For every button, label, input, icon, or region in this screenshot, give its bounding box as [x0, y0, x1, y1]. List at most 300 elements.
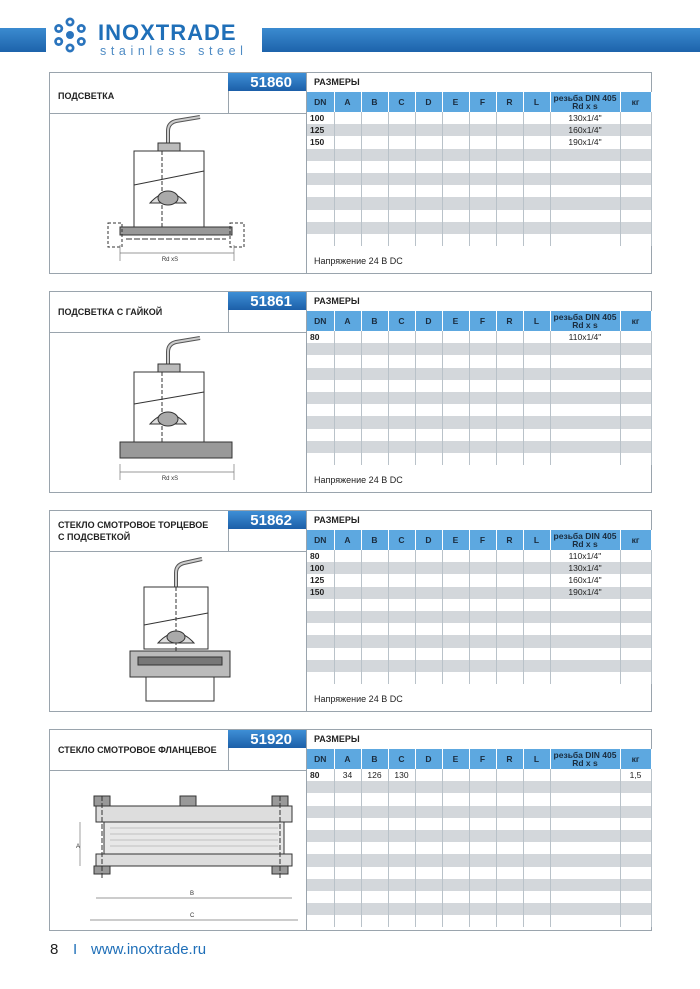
table-cell: [334, 149, 361, 161]
table-cell: [388, 818, 415, 830]
table-cell: [550, 806, 620, 818]
table-cell: [334, 331, 361, 343]
table-cell: [620, 806, 651, 818]
col-header: A: [334, 311, 361, 331]
table-cell: [307, 392, 334, 404]
table-cell: [620, 222, 651, 234]
thread-header: [550, 530, 620, 550]
table-cell: [469, 611, 496, 623]
table-cell: [550, 903, 620, 915]
table-cell: [523, 842, 550, 854]
table-cell: [550, 429, 620, 441]
table-cell: [334, 574, 361, 586]
snowflake-icon: [50, 15, 90, 55]
table-row: [307, 136, 651, 148]
table-cell: [496, 842, 523, 854]
col-header: A: [334, 92, 361, 112]
col-header: R: [496, 749, 523, 769]
table-cell: [415, 660, 442, 672]
table-row-empty: [307, 392, 651, 404]
table-cell: [442, 842, 469, 854]
product-title-line2: С ПОДСВЕТКОЙ: [58, 532, 131, 542]
table-cell: [523, 222, 550, 234]
table-cell: [620, 380, 651, 392]
table-cell: [361, 197, 388, 209]
table-cell: [523, 210, 550, 222]
table-cell: [523, 635, 550, 647]
table-cell: [442, 599, 469, 611]
technical-drawing: [50, 113, 307, 273]
col-header: L: [523, 92, 550, 112]
table-cell: [550, 879, 620, 891]
table-cell: [334, 173, 361, 185]
dimension-c-label: C: [190, 913, 195, 919]
table-cell: [620, 343, 651, 355]
col-header: DN: [307, 311, 334, 331]
table-cell: [415, 818, 442, 830]
table-cell: 150: [307, 136, 334, 148]
table-cell: [550, 818, 620, 830]
table-cell: [334, 842, 361, 854]
table-cell: [620, 793, 651, 805]
table-cell: 150: [307, 587, 334, 599]
table-row-empty: [307, 404, 651, 416]
table-cell: [469, 161, 496, 173]
table-cell: [334, 672, 361, 684]
table-cell: 110x1/4": [550, 550, 620, 562]
table-cell: [415, 793, 442, 805]
col-header: R: [496, 92, 523, 112]
table-row-empty: [307, 222, 651, 234]
table-cell: [415, 222, 442, 234]
table-cell: [388, 392, 415, 404]
table-cell: [361, 587, 388, 599]
table-cell: [307, 343, 334, 355]
table-cell: [334, 112, 361, 124]
product-code-cell: [228, 511, 307, 552]
table-cell: [620, 173, 651, 185]
table-cell: [388, 368, 415, 380]
table-cell: [469, 574, 496, 586]
table-cell: [469, 404, 496, 416]
table-cell: [523, 769, 550, 781]
table-cell: [469, 331, 496, 343]
table-cell: [388, 136, 415, 148]
table-cell: [550, 623, 620, 635]
thread-header: [550, 311, 620, 331]
table-cell: [361, 830, 388, 842]
table-cell: [442, 355, 469, 367]
table-row-empty: [307, 185, 651, 197]
table-cell: [496, 672, 523, 684]
table-cell: [442, 781, 469, 793]
table-cell: [415, 672, 442, 684]
table-cell: [334, 623, 361, 635]
table-cell: [469, 562, 496, 574]
table-row-empty: [307, 161, 651, 173]
table-cell: [388, 210, 415, 222]
table-cell: [388, 197, 415, 209]
table-cell: [523, 197, 550, 209]
col-header: C: [388, 92, 415, 112]
table-row-empty: [307, 441, 651, 453]
table-cell: [620, 392, 651, 404]
table-cell: [388, 672, 415, 684]
table-cell: [334, 234, 361, 246]
table-cell: [620, 830, 651, 842]
table-row-empty: [307, 635, 651, 647]
table-cell: [550, 915, 620, 927]
table-cell: [415, 806, 442, 818]
table-cell: [334, 781, 361, 793]
table-cell: [550, 842, 620, 854]
table-cell: [550, 149, 620, 161]
product-title: СТЕКЛО СМОТРОВОЕ ФЛАНЦЕВОЕ: [58, 745, 217, 755]
table-cell: 130x1/4": [550, 562, 620, 574]
table-cell: [334, 648, 361, 660]
table-cell: 125: [307, 574, 334, 586]
table-cell: [469, 429, 496, 441]
table-cell: [415, 355, 442, 367]
table-cell: 110x1/4": [550, 331, 620, 343]
table-cell: [469, 915, 496, 927]
table-cell: [388, 611, 415, 623]
table-cell: [415, 550, 442, 562]
table-cell: [496, 392, 523, 404]
col-header: C: [388, 749, 415, 769]
table-cell: [469, 416, 496, 428]
thread-header-line1: резьба DIN 405: [553, 531, 617, 541]
table-cell: [523, 903, 550, 915]
sizes-label: РАЗМЕРЫ: [314, 296, 360, 306]
table-cell: [442, 234, 469, 246]
table-cell: [620, 903, 651, 915]
product-block-51861: [49, 291, 652, 493]
table-cell: [523, 550, 550, 562]
table-cell: [307, 818, 334, 830]
table-cell: [523, 648, 550, 660]
table-cell: [620, 161, 651, 173]
table-cell: [415, 173, 442, 185]
table-cell: [415, 830, 442, 842]
table-cell: [469, 234, 496, 246]
table-cell: 130x1/4": [550, 112, 620, 124]
table-cell: [361, 380, 388, 392]
table-cell: [415, 331, 442, 343]
table-cell: [388, 404, 415, 416]
table-row-empty: [307, 915, 651, 927]
table-cell: [388, 830, 415, 842]
voltage-note: Напряжение 24 В DC: [314, 475, 403, 485]
table-cell: [523, 818, 550, 830]
col-header: F: [469, 749, 496, 769]
table-cell: [307, 793, 334, 805]
table-cell: [307, 891, 334, 903]
table-cell: [388, 550, 415, 562]
table-cell: [523, 611, 550, 623]
table-cell: [334, 368, 361, 380]
table-cell: [334, 404, 361, 416]
table-cell: [334, 197, 361, 209]
table-cell: [415, 416, 442, 428]
table-cell: [388, 112, 415, 124]
table-cell: [442, 672, 469, 684]
table-cell: [334, 355, 361, 367]
table-cell: [523, 416, 550, 428]
table-header-row: [307, 530, 651, 550]
table-cell: [361, 429, 388, 441]
technical-drawing: [50, 551, 307, 711]
table-cell: [307, 210, 334, 222]
thread-header-line1: резьба DIN 405: [553, 312, 617, 322]
table-cell: [361, 854, 388, 866]
table-cell: [388, 441, 415, 453]
table-cell: [388, 648, 415, 660]
product-code: 51862: [228, 511, 306, 529]
table-header-row: [307, 92, 651, 112]
table-cell: [523, 441, 550, 453]
table-cell: [496, 599, 523, 611]
table-cell: [550, 161, 620, 173]
table-cell: [442, 441, 469, 453]
table-cell: [496, 441, 523, 453]
table-cell: [469, 185, 496, 197]
table-cell: [550, 891, 620, 903]
table-cell: [523, 915, 550, 927]
table-cell: [469, 136, 496, 148]
table-cell: [361, 635, 388, 647]
table-cell: [388, 793, 415, 805]
technical-drawing: [50, 332, 307, 492]
thread-header-line1: резьба DIN 405: [553, 93, 617, 103]
product-code: 51861: [228, 292, 306, 310]
page-number: 8: [50, 941, 59, 958]
logo[interactable]: [46, 10, 262, 58]
dimension-a-label: A: [76, 844, 81, 850]
table-cell: [361, 404, 388, 416]
table-cell: [415, 879, 442, 891]
product-block-51860: [49, 72, 652, 274]
table-cell: [620, 854, 651, 866]
product-code: 51860: [228, 73, 306, 91]
table-cell: [496, 623, 523, 635]
table-cell: [469, 672, 496, 684]
table-cell: [361, 574, 388, 586]
table-cell: 125: [307, 124, 334, 136]
table-cell: [442, 136, 469, 148]
table-row-empty: [307, 793, 651, 805]
table-row-empty: [307, 173, 651, 185]
table-cell: 80: [307, 331, 334, 343]
table-cell: [415, 854, 442, 866]
table-cell: [496, 124, 523, 136]
brand-name: INOXTRADE: [98, 20, 237, 45]
table-cell: [496, 781, 523, 793]
table-cell: [523, 429, 550, 441]
website-link[interactable]: www.inoxtrade.ru: [91, 941, 207, 958]
table-cell: [523, 781, 550, 793]
table-cell: [523, 161, 550, 173]
table-cell: [469, 197, 496, 209]
table-row-empty: [307, 854, 651, 866]
table-cell: [307, 781, 334, 793]
table-cell: [496, 161, 523, 173]
table-cell: [496, 149, 523, 161]
table-header-row: [307, 749, 651, 769]
col-header: E: [442, 92, 469, 112]
table-cell: [388, 660, 415, 672]
voltage-note: Напряжение 24 В DC: [314, 256, 403, 266]
table-cell: [388, 124, 415, 136]
table-row-empty: [307, 416, 651, 428]
table-cell: [334, 441, 361, 453]
table-cell: [334, 562, 361, 574]
table-cell: [550, 660, 620, 672]
table-cell: [388, 185, 415, 197]
product-title-cell: [50, 730, 229, 771]
table-cell: [334, 429, 361, 441]
table-cell: [334, 453, 361, 465]
spec-table: [307, 92, 652, 246]
table-cell: [469, 368, 496, 380]
col-header: L: [523, 530, 550, 550]
table-cell: [523, 867, 550, 879]
table-row: [307, 587, 651, 599]
col-header: D: [415, 311, 442, 331]
table-cell: [388, 915, 415, 927]
table-cell: [496, 136, 523, 148]
table-cell: [550, 234, 620, 246]
table-cell: [469, 648, 496, 660]
table-cell: [620, 879, 651, 891]
table-cell: [550, 599, 620, 611]
table-cell: [442, 343, 469, 355]
table-cell: [442, 903, 469, 915]
table-row-empty: [307, 891, 651, 903]
product-code-cell: [228, 730, 307, 771]
table-cell: [469, 392, 496, 404]
table-cell: [496, 429, 523, 441]
table-cell: [496, 574, 523, 586]
table-cell: [620, 416, 651, 428]
table-cell: [496, 550, 523, 562]
table-cell: [334, 343, 361, 355]
table-cell: [620, 842, 651, 854]
table-row: [307, 124, 651, 136]
table-cell: [523, 854, 550, 866]
table-cell: [496, 806, 523, 818]
table-row-empty: [307, 648, 651, 660]
table-cell: [361, 368, 388, 380]
table-cell: [620, 562, 651, 574]
table-cell: [361, 806, 388, 818]
table-cell: [307, 197, 334, 209]
table-cell: [307, 355, 334, 367]
table-cell: [550, 793, 620, 805]
table-cell: [469, 623, 496, 635]
table-cell: [550, 672, 620, 684]
table-cell: [442, 392, 469, 404]
table-row-empty: [307, 234, 651, 246]
table-cell: [307, 368, 334, 380]
table-cell: [442, 197, 469, 209]
table-cell: [334, 660, 361, 672]
table-cell: [415, 343, 442, 355]
table-row-empty: [307, 599, 651, 611]
table-row: [307, 112, 651, 124]
table-cell: [415, 611, 442, 623]
col-header: R: [496, 530, 523, 550]
table-cell: [469, 660, 496, 672]
table-cell: [620, 136, 651, 148]
table-cell: [442, 635, 469, 647]
product-title: ПОДСВЕТКА С ГАЙКОЙ: [58, 307, 163, 317]
col-header: D: [415, 749, 442, 769]
sizes-label: РАЗМЕРЫ: [314, 515, 360, 525]
table-cell: [469, 149, 496, 161]
table-cell: [388, 355, 415, 367]
table-cell: [496, 793, 523, 805]
table-cell: [496, 915, 523, 927]
table-cell: [469, 210, 496, 222]
table-cell: [361, 210, 388, 222]
table-cell: [496, 660, 523, 672]
table-cell: [388, 380, 415, 392]
table-cell: 130: [388, 769, 415, 781]
table-cell: [442, 623, 469, 635]
table-cell: [469, 343, 496, 355]
table-cell: [550, 416, 620, 428]
table-cell: [388, 222, 415, 234]
table-row-empty: [307, 672, 651, 684]
header: [0, 0, 700, 60]
table-cell: [334, 380, 361, 392]
table-row-empty: [307, 343, 651, 355]
thread-header-line2: Rd x s: [572, 101, 598, 111]
table-cell: [442, 793, 469, 805]
table-row: [307, 574, 651, 586]
table-cell: [415, 210, 442, 222]
brand-tagline: stainless steel: [100, 44, 248, 58]
table-cell: [307, 842, 334, 854]
table-cell: [415, 234, 442, 246]
table-cell: [469, 380, 496, 392]
table-cell: [415, 392, 442, 404]
table-cell: [523, 660, 550, 672]
table-cell: [442, 416, 469, 428]
thread-header: [550, 749, 620, 769]
table-row-empty: [307, 453, 651, 465]
table-cell: 126: [361, 769, 388, 781]
table-cell: [307, 599, 334, 611]
table-cell: [334, 136, 361, 148]
table-cell: [523, 574, 550, 586]
table-cell: [496, 648, 523, 660]
table-cell: [620, 112, 651, 124]
table-cell: [388, 331, 415, 343]
table-row-empty: [307, 611, 651, 623]
table-cell: [442, 830, 469, 842]
table-cell: [469, 550, 496, 562]
table-cell: [361, 185, 388, 197]
table-cell: [442, 550, 469, 562]
table-cell: [415, 635, 442, 647]
table-row-empty: [307, 623, 651, 635]
table-cell: [442, 380, 469, 392]
table-row-empty: [307, 903, 651, 915]
table-cell: [307, 648, 334, 660]
table-cell: [442, 368, 469, 380]
